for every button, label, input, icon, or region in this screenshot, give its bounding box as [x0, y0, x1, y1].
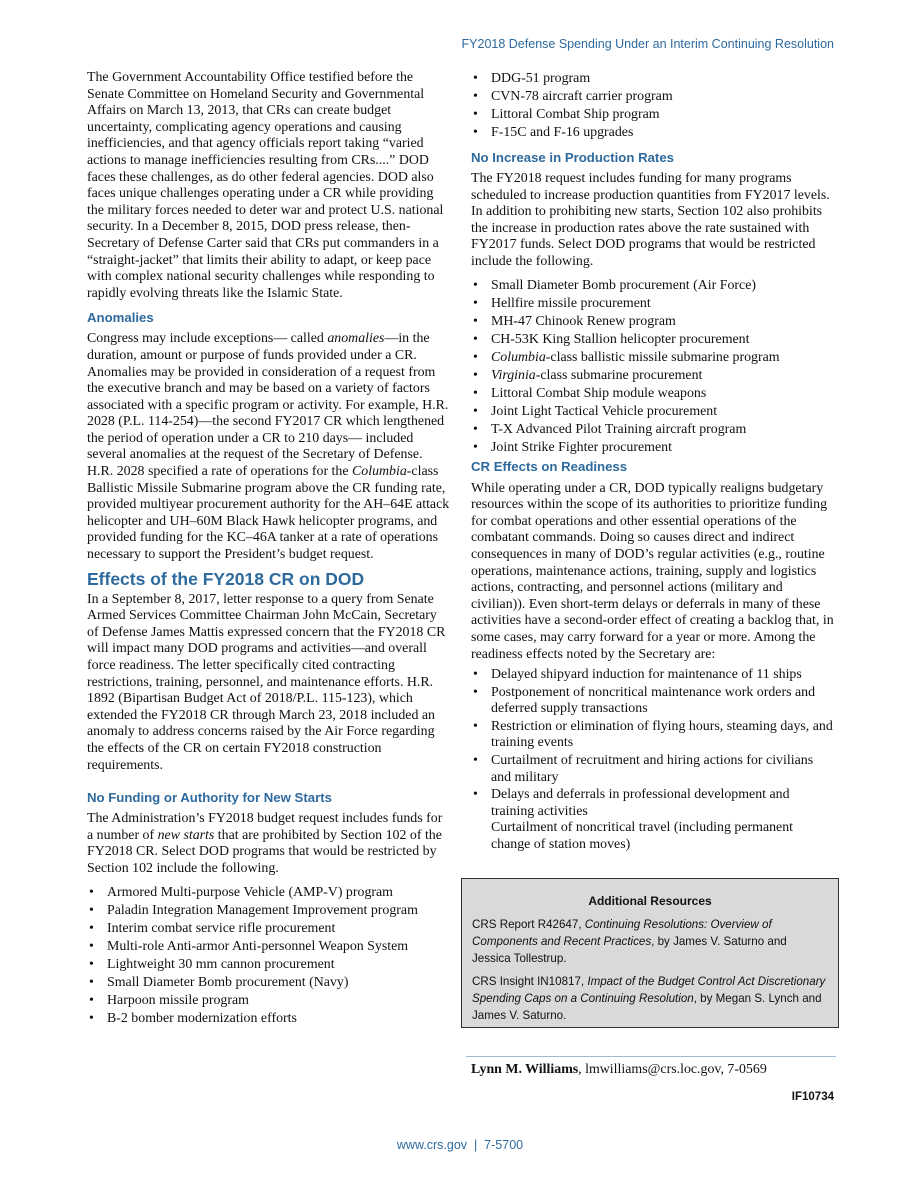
list-item: • Paladin Integration Management Improvement program	[89, 902, 418, 918]
list-item: • Delays and deferrals in professional development and training activities	[473, 787, 790, 819]
list-item: • CVN-78 aircraft carrier program	[473, 89, 673, 104]
list-item: • Small Diameter Bomb procurement (Air Force)	[473, 277, 757, 293]
list-item: • T-X Advanced Pilot Training aircraft program	[473, 421, 747, 437]
author-contact: , lmwilliams@crs.loc.gov, 7-0569	[578, 1062, 767, 1077]
list-item: • Interim combat service rifle procurement	[89, 920, 336, 936]
readiness-list	[471, 667, 835, 854]
new-starts-paragraph: The Administration’s FY2018 budget request includes funds for a number of new starts that are prohibited by Section 102 of the FY2018 CR. Select DOD programs that would be restricted by Section 102 include the following.	[87, 811, 443, 876]
list-item: • Armored Multi-purpose Vehicle (AMP-V) program	[89, 884, 393, 900]
resource-item: CRS Insight IN10817, Impact of the Budget Control Act Discretionary Spending Caps on a Continuing Resolution, by Megan S. Lynch and James V. Saturno.	[472, 975, 826, 1022]
list-item: • Curtailment of recruitment and hiring actions for civilians and military	[473, 753, 814, 785]
readiness-paragraph: While operating under a CR, DOD typically realigns budgetary resources within the scope of its authorities to prioritize funding for combat operations and other essential operations of the combatant commands. Doing so causes direct and indirect consequences in many of DOD’s regular activities (e.g., routine operations, maintenance actions, training, supply and logistics actions, contracting, and personnel actions (military and civilian)). Even short-term delays or deferrals in many of these activities have a second-order effect of creating a backlog that, in some cases, may carry forward for a year or more. Among the readiness effects noted by the Secretary are:	[471, 480, 834, 662]
list-item: • Multi-role Anti-armor Anti-personnel Weapon System	[89, 938, 409, 954]
anomalies-heading: Anomalies	[87, 310, 154, 326]
intro-paragraph: The Government Accountability Office testified before the Senate Committee on Homeland Security and Governmental Affairs on March 13, 2013, that CRs can create budget uncertainty, complicating agency operations and causing inefficiencies, and that agency officials report taking “varied actions to manage inefficiencies resulting from CRs....” DOD faces these challenges, as do other federal agencies. DOD also faces unique challenges operating under a CR while providing the military forces needed to deter war and protect U.S. national security. In a December 8, 2015, DOD press release, then-Secretary of Defense Carter said that CRs put commanders in a “straight-jacket” that limits their ability to adapt, or keep pace with complex national security challenges while responding to rapidly evolving threats like the Islamic State.	[87, 70, 444, 301]
list-item: • Harpoon missile program	[89, 992, 249, 1008]
anomalies-paragraph: Congress may include exceptions— called anomalies—in the duration, amount or purpose of funds provided under a CR. Anomalies may be provided in consideration of a request from the executive branch and may be based on a variety of factors associated with a specific program or activity. For example, H.R. 2028 (P.L. 114-254)—the second FY2017 CR which lengthened the period of operation under a CR to 210 days— included several anomalies at the request of the Secretary of Defense. H.R. 2028 specified a rate of operations for the Columbia-class Ballistic Missile Submarine program above the CR funding rate, provided multiyear procurement authority for the AH–64E attack helicopter and UH–60M Black Hawk helicopter programs, and provided funding for the KC–46A tanker at a rate of operations necessary to support the President’s budget request.	[87, 331, 450, 563]
list-item-continuation: Curtailment of noncritical travel (including permanent change of station moves)	[491, 820, 794, 853]
production-paragraph: The FY2018 request includes funding for many programs scheduled to increase production quantities from FY2017 levels. In addition to prohibiting new starts, Section 102 also prohibits the increase in production rates above the rate sustained with FY2017 funds. Select DOD programs that would be restricted include the following.	[471, 171, 830, 269]
additional-resources-box	[461, 878, 839, 1028]
effects-paragraph: In a September 8, 2017, letter response to a query from Senate Armed Services Committee Chairman John McCain, Secretary of Defense James Mattis expressed concern that the FY2018 CR will impact many DOD programs and activities—and overall force readiness. The letter specifically cited contracting restrictions, training, personnel, and maintenance efforts. H.R. 1892 (Bipartisan Budget Act of 2018/P.L. 115-123), which extended the FY2018 CR through March 23, 2018 included an anomaly to address concerns raised by the Air Force regarding the effects of the CR on certain FY2018 construction requirements.	[87, 591, 446, 773]
list-item: • DDG-51 program	[473, 71, 591, 86]
right-column	[471, 70, 835, 854]
list-item: • Joint Light Tactical Vehicle procurement	[473, 403, 718, 419]
list-item: • CH-53K King Stallion helicopter procurement	[473, 331, 750, 347]
new-starts-heading: No Funding or Authority for New Starts	[87, 790, 332, 806]
list-item: • Restriction or elimination of flying hours, steaming days, and training events	[473, 718, 833, 751]
new-starts-list	[87, 884, 451, 1028]
list-item: • Small Diameter Bomb procurement (Navy)	[89, 974, 349, 990]
production-heading: No Increase in Production Rates	[471, 150, 674, 165]
list-item: • F-15C and F-16 upgrades	[473, 125, 634, 140]
page-footer: www.crs.gov | 7-5700	[396, 1138, 524, 1152]
list-item: • Hellfire missile procurement	[473, 295, 651, 311]
resources-title: Additional Resources	[588, 894, 712, 908]
readiness-heading: CR Effects on Readiness	[471, 458, 628, 474]
list-item: • Joint Strike Fighter procurement	[473, 439, 672, 455]
list-item: • Littoral Combat Ship program	[473, 107, 660, 122]
author-line	[471, 1062, 767, 1079]
list-item: • B-2 bomber modernization efforts	[89, 1010, 297, 1026]
list-item: • Lightweight 30 mm cannon procurement	[89, 956, 335, 972]
list-item: • Delayed shipyard induction for maintenance of 11 ships	[473, 667, 802, 683]
list-item: • MH-47 Chinook Renew program	[473, 313, 676, 329]
running-header: FY2018 Defense Spending Under an Interim Continuing Resolution	[461, 37, 834, 51]
list-item: • Littoral Combat Ship module weapons	[473, 385, 707, 401]
list-item: • Columbia-class ballistic missile submarine program	[473, 349, 780, 365]
resource-item: CRS Report R42647, Continuing Resolutions: Overview of Components and Recent Practices, by James V. Saturno and Jessica Tollestrup.	[472, 918, 787, 965]
author-divider	[466, 1056, 836, 1057]
effects-heading: Effects of the FY2018 CR on DOD	[87, 568, 365, 589]
list-item: • Postponement of noncritical maintenance work orders and deferred supply transactions	[473, 684, 816, 717]
list-item: • Virginia-class submarine procurement	[473, 367, 703, 383]
author-name: Lynn M. Williams	[471, 1062, 579, 1077]
production-list	[471, 277, 835, 457]
continued-list	[471, 70, 835, 142]
left-column	[87, 70, 451, 1028]
document-id: IF10734	[791, 1091, 834, 1103]
